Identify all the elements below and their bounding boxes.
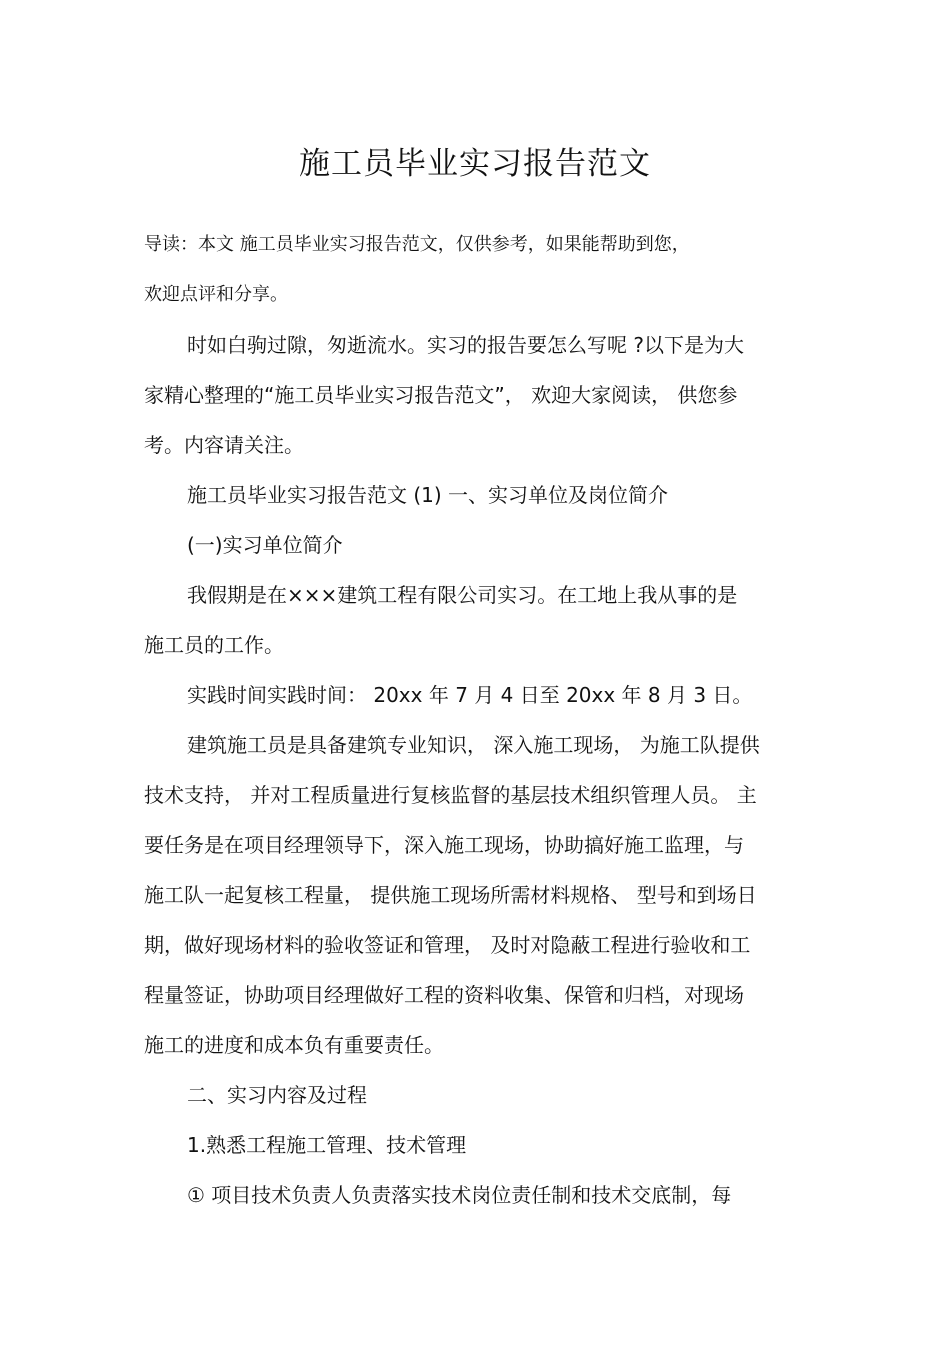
section-heading: 施工员毕业实习报告范文 (1) 一、实习单位及岗位简介 bbox=[187, 483, 669, 507]
paragraph-line: 施工队一起复核工程量， 提供施工现场所需材料规格、 型号和到场日 bbox=[144, 883, 757, 907]
intro-line-2: 欢迎点评和分享。 bbox=[144, 284, 288, 305]
paragraph-line: 建筑施工员是具备建筑专业知识， 深入施工现场， 为施工队提供 bbox=[187, 733, 760, 757]
paragraph-line: 实践时间实践时间： 20xx 年 7 月 4 日至 20xx 年 8 月 3 日。 bbox=[187, 683, 753, 707]
paragraph-line: 施工员的工作。 bbox=[144, 633, 284, 657]
paragraph-line: 技术支持， 并对工程质量进行复核监督的基层技术组织管理人员。 主 bbox=[144, 783, 757, 807]
paragraph-line: 程量签证，协助项目经理做好工程的资料收集、保管和归档，对现场 bbox=[144, 983, 744, 1007]
paragraph-line: 考。内容请关注。 bbox=[144, 433, 304, 457]
paragraph-line: 时如白驹过隙，匆逝流水。实习的报告要怎么写呢 ?以下是为大 bbox=[187, 333, 744, 357]
paragraph-line: 要任务是在项目经理领导下，深入施工现场，协助搞好施工监理，与 bbox=[144, 833, 744, 857]
subsection-heading: (一)实习单位简介 bbox=[187, 533, 343, 557]
paragraph-line: 施工的进度和成本负有重要责任。 bbox=[144, 1033, 444, 1057]
section-heading: 二、实习内容及过程 bbox=[187, 1083, 367, 1107]
subsection-heading: 1.熟悉工程施工管理、技术管理 bbox=[187, 1133, 467, 1157]
paragraph-line: 我假期是在×××建筑工程有限公司实习。在工地上我从事的是 bbox=[187, 583, 738, 607]
intro-line-1: 导读：本文 施工员毕业实习报告范文，仅供参考，如果能帮助到您， bbox=[144, 234, 690, 255]
paragraph-line: ① 项目技术负责人负责落实技术岗位责任制和技术交底制，每 bbox=[187, 1183, 732, 1207]
document-title: 施工员毕业实习报告范文 bbox=[299, 146, 651, 182]
paragraph-line: 家精心整理的“施工员毕业实习报告范文”， 欢迎大家阅读， 供您参 bbox=[144, 383, 738, 407]
paragraph-line: 期，做好现场材料的验收签证和管理， 及时对隐蔽工程进行验收和工 bbox=[144, 933, 751, 957]
